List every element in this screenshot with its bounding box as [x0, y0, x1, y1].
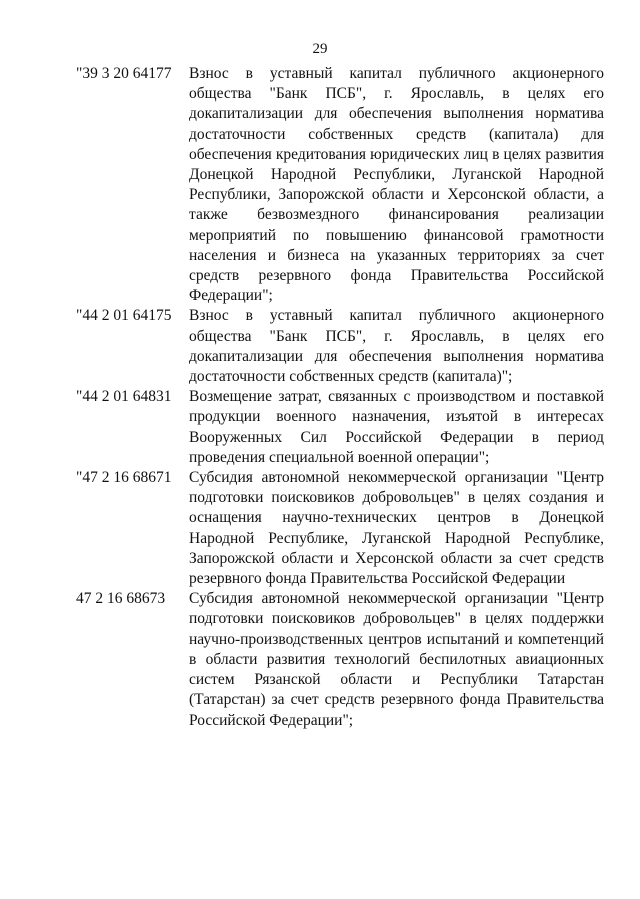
budget-code: "44 2 01 64175 [76, 307, 172, 325]
budget-description: Взнос в уставный капитал публичного акционерного общества "Банк ПСБ", г. Ярославль, в целях его докапитализации для обеспечения выполнения норматива достаточности собственных средств (капитала) для обеспечения кредитования юридических лиц в целях развития Донецкой Народной Республики, Луганской Народной Республики, Запорожской области и Херсонской области, а также безвозмездного финансирования реализации мероприятий по повышению финансовой грамотности населения и бизнеса на указанных территориях за счет средств резервного фонда Правительства Российской Федерации"; [189, 65, 604, 305]
budget-code: "47 2 16 68671 [76, 469, 172, 487]
page-number: 29 [312, 41, 328, 57]
budget-description: Возмещение затрат, связанных с производством и поставкой продукции военного назначения, изъятой в интересах Вооруженных Сил Российской Федерации в период проведения специальной военной операции"; [189, 388, 604, 466]
budget-code-list [76, 64, 604, 731]
budget-description: Взнос в уставный капитал публичного акционерного общества "Банк ПСБ", г. Ярославль, в целях его докапитализации для обеспечения выполнения норматива достаточности собственных средств (капитала)"; [189, 307, 604, 386]
budget-code: 47 2 16 68673 [76, 590, 166, 608]
list-item [76, 306, 604, 387]
list-item [76, 468, 604, 589]
list-item [76, 589, 604, 730]
budget-description: Субсидия автономной некоммерческой организации "Центр подготовки поисковиков добровольцев" в целях поддержки научно-производственных центров испытаний и компетенций в области развития технологий беспилотных авиационных систем Рязанской области и Республики Татарстан (Татарстан) за счет средств резервного фонда Правительства Российской Федерации"; [189, 590, 604, 729]
list-item [76, 387, 604, 468]
budget-code: "39 3 20 64177 [76, 65, 172, 82]
budget-description: Субсидия автономной некоммерческой организации "Центр подготовки поисковиков добровольцев" в целях создания и оснащения научно-технических центров в Донецкой Народной Республике, Луганской Народной Республике, Запорожской области и Херсонской области за счет средств резервного фонда Правительства Российской Федерации [189, 469, 604, 588]
budget-code: "44 2 01 64831 [76, 388, 172, 406]
list-item [76, 64, 604, 306]
